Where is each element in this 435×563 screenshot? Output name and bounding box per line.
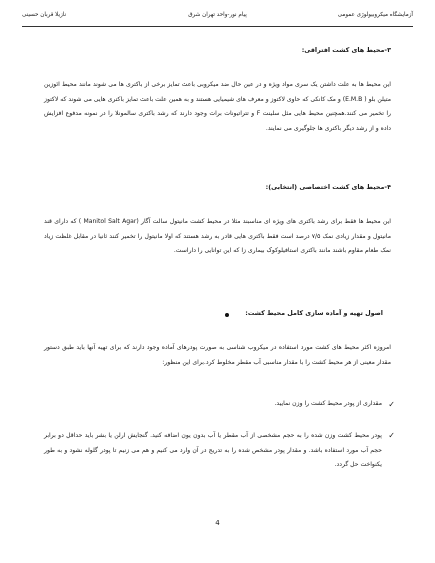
section4-heading: ۴-محیط های کشت اختصاصی (انتخابی): xyxy=(265,183,391,191)
step-2-text: پودر محیط کشت وزن شده را به حجم مشخصی از آب مقطر یا آب بدون یون اضافه کنید. گنجایش ارلن یا بشر باید حداقل دو برابر حجم آب مورد استفاده باشد. و مقدار پودر مشخص شده را به تدریج در آن وارد می کنیم و هم می زنیم تا پودر گلوله نشود و به طور یکنواخت حل گردد. xyxy=(44,432,382,468)
principles-paragraph: امروزه اکثر محیط های کشت مورد استفاده در میکروب شناسی به صورت پودرهای آماده وجود دارند که برای تهیه آنها باید طبق دستور مقدار معینی از هر محیط کشت را با مقدار مناسبی آب مقطر مخلوط کرد.برای این منظور: xyxy=(44,344,391,366)
header-lab-title: آزمایشگاه میکروبیولوژی عمومی xyxy=(337,12,413,18)
page-number: 4 xyxy=(215,519,220,527)
section3-paragraph: این محیط ها به علت داشتن یک سری مواد ویژه و در عین حال ضد میکروبی باعث تمایز برخی از باکتری ها می شوند مانند محیط ائوزین متیلن بلو ( E.M.B) و مک کانکی که حاوی لاکتوز و معرف های شیمیایی هستند و به همین علت باعث تمایز باکتری هایی می شوند که لاکتوز را تخمیر می کنند.همچنین محیط هایی مثل سلینت F و تتراتیونات براث وجود دارند که رشد باکتری سالمونلا را در نمونه مدفوع افزایش داده و از رشد دیگر باکتری ها جلوگیری می نمایند. xyxy=(44,81,392,132)
principles-heading: اصول تهیه و آماده سازی کامل محیط کشت: xyxy=(245,309,383,317)
section4-paragraph: این محیط ها فقط برای رشد باکتری های ویژه ای مناسبند مثلا در محیط کشت مانیتول سالت آگار (Manitol Salt Agar ) که دارای قند مانیتول و مقدار زیادی نمک ۷/۵ درصد است فقط باکتری هایی قادر به رشد هستند که اولا مانیتول را تخمیر کنند ثانیا در مقابل غلظت زیاد نمک طعام مقاوم باشند مانند باکتری استافیلوکوک بیماری زا که این توانایی را داراست. xyxy=(44,218,391,254)
section3-heading: ۳-محیط های کشت افتراقی: xyxy=(301,46,391,54)
header-author: نازیلا قربان حسینی xyxy=(22,12,67,18)
header-divider xyxy=(22,26,413,27)
page-header xyxy=(22,10,413,26)
header-university: پیام نور-واحد تهران شرق xyxy=(188,12,247,18)
step-1-text: مقداری از پودر محیط کشت را وزن نمایید. xyxy=(274,400,382,407)
bullet-icon xyxy=(225,313,229,317)
checkmark-icon: ✓ xyxy=(388,431,395,440)
checkmark-icon: ✓ xyxy=(388,400,395,409)
